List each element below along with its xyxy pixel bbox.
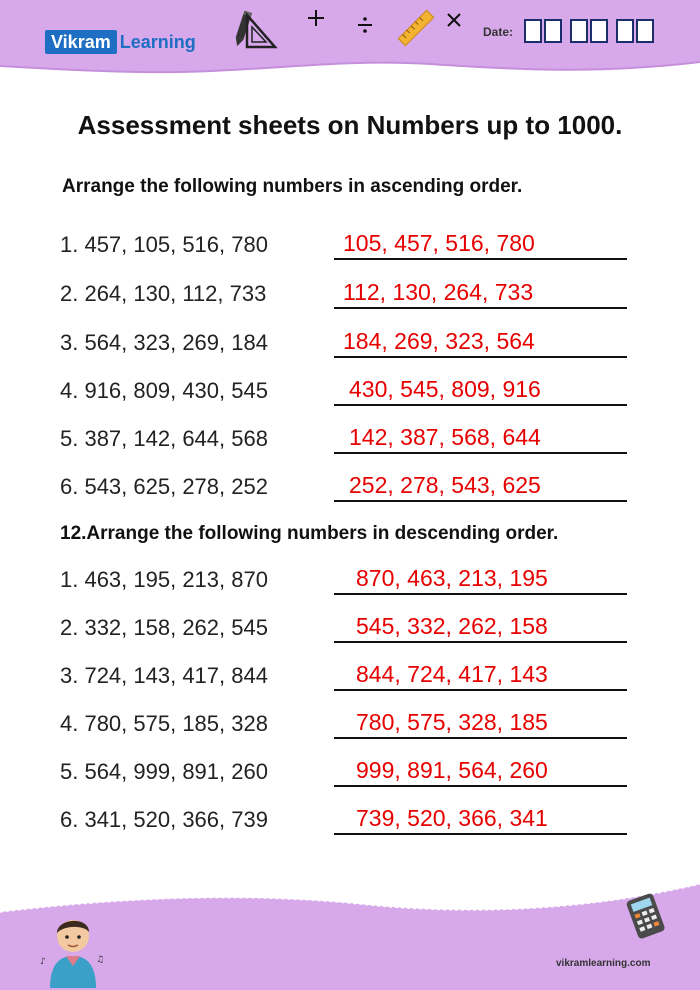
question-text: 6. 341, 520, 366, 739 [60,807,268,832]
vikram-learning-logo [45,30,196,54]
section-heading-descending: 12.Arrange the following numbers in descending order. [60,523,559,544]
question-text: 3. 564, 323, 269, 184 [60,330,268,355]
question-text: 1. 463, 195, 213, 870 [60,567,268,592]
date-box[interactable] [636,19,654,43]
set-square-icon [244,12,278,50]
answer-text: 739, 520, 366, 341 [356,805,548,831]
answer-line[interactable] [334,500,627,502]
question-row [60,759,630,793]
page-title: Assessment sheets on Numbers up to 1000. [77,110,623,140]
answer-line[interactable] [334,452,627,454]
question-text: 2. 332, 158, 262, 545 [60,615,268,640]
answer-text: 142, 387, 568, 644 [349,424,541,450]
answer-line[interactable] [334,641,627,643]
answer-text: 844, 724, 417, 143 [356,661,548,687]
page-header [0,0,700,80]
svg-text:♪: ♪ [40,957,46,967]
logo-part-learning: Learning [119,31,196,52]
answer-line[interactable] [334,258,627,260]
question-row [60,711,630,745]
multiply-icon [446,12,462,28]
answer-text: 430, 545, 809, 916 [349,376,541,402]
answer-text: 105, 457, 516, 780 [343,230,535,256]
answer-line[interactable] [334,356,627,358]
answer-line[interactable] [334,307,627,309]
question-text: 5. 564, 999, 891, 260 [60,759,268,784]
question-row [60,378,630,412]
question-row [60,615,630,649]
student-icon [38,900,108,988]
answer-line[interactable] [334,737,627,739]
answer-text: 112, 130, 264, 733 [343,279,534,305]
website-url[interactable]: vikramlearning.com [556,958,651,969]
section-heading-ascending: Arrange the following numbers in ascending order. [62,176,523,197]
answer-text: 184, 269, 323, 564 [343,328,535,354]
answer-text: 545, 332, 262, 158 [356,613,548,639]
question-text: 3. 724, 143, 417, 844 [60,663,268,688]
svg-text:♫: ♫ [96,955,105,965]
answer-text: 252, 278, 543, 625 [349,472,541,498]
answer-line[interactable] [334,404,627,406]
logo-part-vikram: Vikram [45,30,117,54]
date-box[interactable] [544,19,562,43]
date-box[interactable] [570,19,588,43]
answer-line[interactable] [334,833,627,835]
page-footer [0,870,700,990]
answer-line[interactable] [334,785,627,787]
question-row [60,426,630,460]
question-text: 4. 780, 575, 185, 328 [60,711,268,736]
question-row [60,474,630,508]
divide-icon [356,16,374,34]
calculator-icon [624,892,668,942]
question-text: 2. 264, 130, 112, 733 [60,281,267,306]
date-box[interactable] [616,19,634,43]
date-box[interactable] [524,19,542,43]
answer-text: 870, 463, 213, 195 [356,565,548,591]
question-row [60,232,630,266]
date-boxes [524,19,656,43]
question-row [60,567,630,601]
question-text: 1. 457, 105, 516, 780 [60,232,268,257]
answer-line[interactable] [334,593,627,595]
date-label: Date: [483,25,514,39]
date-box[interactable] [590,19,608,43]
question-row [60,330,630,364]
answer-text: 999, 891, 564, 260 [356,757,548,783]
plus-icon [306,8,326,28]
answer-text: 780, 575, 328, 185 [356,709,548,735]
answer-line[interactable] [334,689,627,691]
question-row [60,807,630,841]
question-text: 5. 387, 142, 644, 568 [60,426,268,451]
ruler-icon [394,8,438,48]
question-row [60,281,630,315]
question-row [60,663,630,697]
question-text: 6. 543, 625, 278, 252 [60,474,268,499]
question-text: 4. 916, 809, 430, 545 [60,378,268,403]
